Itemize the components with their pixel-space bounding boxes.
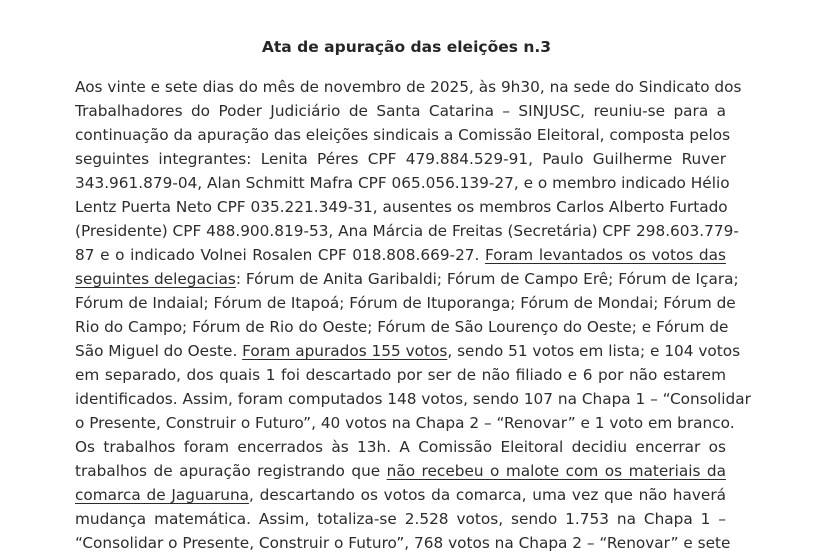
- body-text-segment: São Miguel do Oeste.: [75, 342, 243, 360]
- body-line: [75, 363, 726, 387]
- underlined-text: comarca de Jaguaruna: [75, 486, 250, 504]
- body-text-segment: Fórum de Indaial; Fórum de Itapoá; Fórum de Ituporanga; Fórum de Mondai; Fórum de: [75, 294, 736, 312]
- body-line: [75, 195, 726, 219]
- body-text-segment: Aos vinte e sete dias do mês de novembro de 2025, às 9h30, na sede do Sindicato dos: [75, 78, 742, 96]
- underlined-text: Foram apurados 155 votos: [242, 342, 448, 360]
- body-text-segment: 87 e o indicado Volnei Rosalen CPF 018.808.669-27.: [75, 246, 486, 264]
- body-line: [75, 291, 736, 315]
- body-line: [75, 507, 726, 531]
- body-line: [75, 483, 726, 507]
- body-text-segment: , descartando os votos da comarca, uma vez que não haverá: [249, 486, 726, 504]
- body-text-segment: Lentz Puerta Neto CPF 035.221.349-31, ausentes os membros Carlos Alberto Furtado: [75, 198, 728, 216]
- underlined-text: não recebeu o malote com os materiais da: [386, 462, 726, 480]
- body-text-segment: seguintes integrantes: Lenita Péres CPF 479.884.529-91, Paulo Guilherme Ruver: [75, 150, 726, 168]
- body-line: [75, 171, 730, 195]
- body-line: [75, 387, 751, 411]
- body-text-segment: o Presente, Construir o Futuro”, 40 votos na Chapa 2 – “Renovar” e 1 voto em branco.: [75, 414, 735, 432]
- body-line: [75, 75, 742, 99]
- body-text-segment: “Consolidar o Presente, Construir o Futuro”, 768 votos na Chapa 2 – “Renovar” e sete: [75, 534, 731, 552]
- body-text-segment: 343.961.879-04, Alan Schmitt Mafra CPF 065.056.139-27, e o membro indicado Hélio: [75, 174, 730, 192]
- body-line: [75, 435, 726, 459]
- body-text-segment: continuação da apuração das eleições sindicais a Comissão Eleitoral, composta pelos: [75, 126, 731, 144]
- body-line: [75, 219, 739, 243]
- body-line: [75, 243, 726, 267]
- body-line: [75, 531, 731, 555]
- body-text-segment: (Presidente) CPF 488.900.819-53, Ana Márcia de Freitas (Secretária) CPF 298.603.779-: [75, 222, 739, 240]
- underlined-text: Foram levantados os votos das: [485, 246, 726, 264]
- body-text-segment: Os trabalhos foram encerrados às 13h. A Comissão Eleitoral decidiu encerrar os: [75, 438, 726, 456]
- body-line: [75, 123, 731, 147]
- body-line: [75, 411, 735, 435]
- body-text-segment: identificados. Assim, foram computados 148 votos, sendo 107 na Chapa 1 – “Consolidar: [75, 390, 751, 408]
- body-line: [75, 267, 739, 291]
- body-text-segment: Rio do Campo; Fórum de Rio do Oeste; Fórum de São Lourenço do Oeste; e Fórum de: [75, 318, 729, 336]
- body-text-segment: Trabalhadores do Poder Judiciário de Santa Catarina – SINJUSC, reuniu-se para a: [75, 102, 726, 120]
- body-text-segment: em separado, dos quais 1 foi descartado por ser de não filiado e 6 por não estarem: [75, 366, 726, 384]
- body-line: [75, 459, 726, 483]
- body-line: [75, 315, 729, 339]
- document-body: [75, 75, 751, 555]
- body-line: [75, 99, 726, 123]
- body-text-segment: trabalhos de apuração registrando que: [75, 462, 387, 480]
- underlined-text: seguintes delegacias: [75, 270, 236, 288]
- body-text-segment: : Fórum de Anita Garibaldi; Fórum de Campo Erê; Fórum de Içara;: [235, 270, 739, 288]
- document-title: Ata de apuração das eleições n.3: [261, 38, 552, 56]
- body-text-segment: , sendo 51 votos em lista; e 104 votos: [447, 342, 741, 360]
- body-line: [75, 147, 726, 171]
- body-line: [75, 339, 741, 363]
- body-text-segment: mudança matemática. Assim, totaliza-se 2.528 votos, sendo 1.753 na Chapa 1 –: [75, 510, 726, 528]
